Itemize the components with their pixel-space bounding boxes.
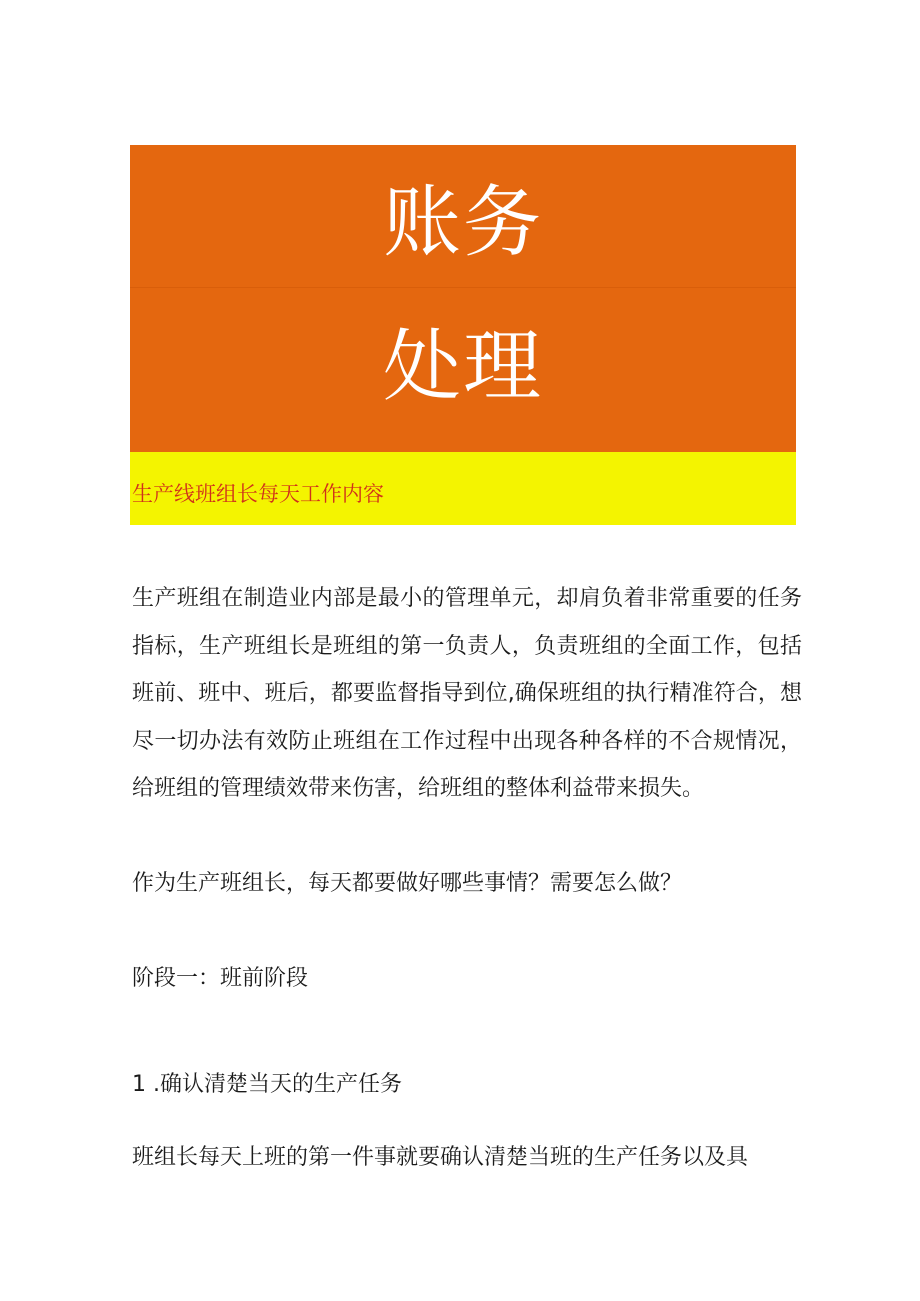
banner-title-line-1: 账务	[382, 178, 543, 268]
subtitle-text: 生产线班组长每天工作内容	[132, 482, 384, 506]
item-heading: 1 .确认清楚当天的生产任务	[132, 1072, 402, 1097]
title-banner	[130, 145, 796, 452]
item-body-text: 班组长每天上班的第一件事就要确认清楚当班的生产任务以及具	[132, 1145, 749, 1170]
stage-heading: 阶段一：班前阶段	[132, 966, 309, 991]
intro-question: 作为生产班组长，每天都要做好哪些事情？需要怎么做？	[132, 871, 683, 896]
banner-divider	[130, 287, 796, 288]
intro-paragraph: 生产班组在制造业内部是最小的管理单元，却肩负着非常重要的任务指标，生产班组长是班组的第一负责人，负责班组的全面工作，包括班前、班中、班后，都要监督指导到位,确保班组的执行精准符合，想尽一切办法有效防止班组在工作过程中出现各种各样的不合规情况，给班组的管理绩效带来伤害，给班组的整体利益带来损失。	[132, 586, 802, 801]
subtitle-bar	[130, 452, 796, 525]
banner-title-line-2: 处理	[382, 322, 543, 412]
